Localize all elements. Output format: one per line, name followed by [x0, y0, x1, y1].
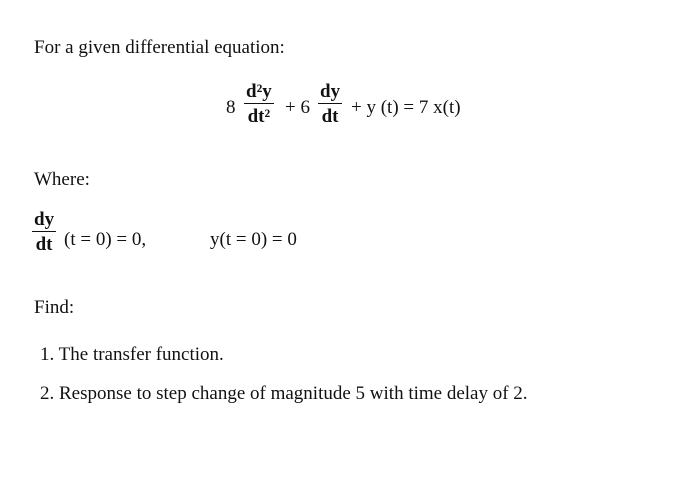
condition-fraction-dy-dt — [32, 210, 56, 254]
equation-fraction-denominator: dt² — [247, 106, 271, 127]
condition-fraction-numerator: dy — [34, 209, 55, 230]
heading: For a given differential equation: — [34, 37, 285, 58]
equation-fraction-d2y-dt2 — [244, 82, 274, 126]
equation-fraction-numerator: d²y — [246, 81, 272, 102]
condition-1: (t = 0) = 0, — [64, 229, 147, 250]
find-label: Find: — [34, 297, 75, 318]
list-item: 1. The transfer function. — [40, 344, 224, 365]
equation-coef-8: 8 — [226, 97, 236, 118]
condition-2: y(t = 0) = 0 — [210, 229, 297, 250]
equation-plus-6: + 6 — [285, 97, 310, 118]
equation-fraction-numerator: dy — [320, 81, 341, 102]
condition-fraction-denominator: dt — [35, 234, 53, 255]
equation-rhs: + y (t) = 7 x(t) — [351, 97, 461, 118]
where-label: Where: — [34, 169, 90, 190]
equation-fraction-denominator: dt — [321, 106, 339, 127]
equation-fraction-dy-dt — [318, 82, 342, 126]
list-item: 2. Response to step change of magnitude 5 with time delay of 2. — [40, 383, 528, 404]
